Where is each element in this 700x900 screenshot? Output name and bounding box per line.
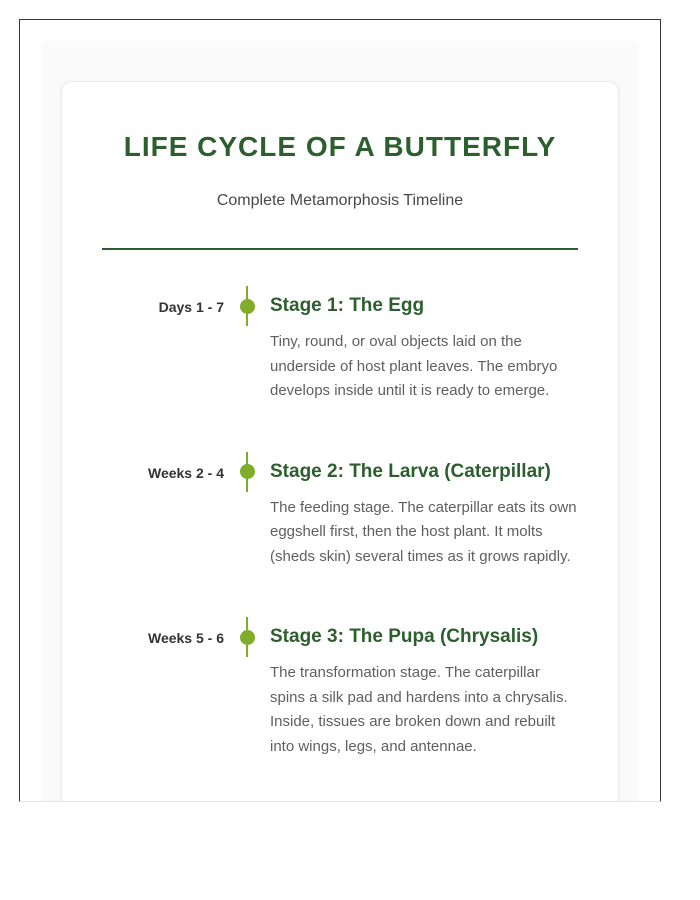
- timeline-marker: [239, 286, 255, 326]
- stage-title: Stage 2: The Larva (Caterpillar): [270, 460, 551, 482]
- timeline-dot-icon: [240, 299, 255, 314]
- header-divider: [102, 248, 578, 250]
- stage-description: Tiny, round, or oval objects laid on the underside of host plant leaves. The embryo develops inside until it is ready to emerge.: [270, 333, 558, 399]
- page-background: [41, 41, 639, 802]
- timeline-dot-icon: [240, 464, 255, 479]
- page-title: LIFE CYCLE OF A BUTTERFLY: [123, 131, 557, 162]
- timeline-marker: [239, 617, 255, 657]
- timeline-marker-cell: [224, 294, 270, 404]
- stage-description: The feeding stage. The caterpillar eats its own eggshell first, then the host plant. It molts (sheds skin) several times as it grows rapidly.: [270, 498, 577, 565]
- timeline-marker: [239, 452, 255, 492]
- time-label: Weeks 2 - 4: [147, 464, 224, 481]
- timeline: [102, 294, 578, 759]
- page-subtitle: Complete Metamorphosis Timeline: [216, 192, 464, 209]
- timeline-item: [102, 294, 578, 404]
- stage-title: Stage 3: The Pupa (Chrysalis): [270, 626, 539, 647]
- content-card: [61, 81, 619, 802]
- page-frame: [19, 19, 661, 802]
- timeline-item-content: [270, 625, 578, 759]
- timeline-marker-cell: [224, 625, 270, 759]
- timeline-dot-icon: [240, 630, 255, 645]
- stage-description: The transformation stage. The caterpillar spins a silk pad and hardens into a chrysalis. Inside, tissues are broken down and rebuilt into wings, legs, and antennae.: [270, 664, 568, 755]
- time-label: Weeks 5 - 6: [147, 630, 224, 646]
- stage-title: Stage 1: The Egg: [270, 295, 425, 316]
- timeline-item: [102, 460, 578, 570]
- timeline-item-content: [270, 294, 578, 404]
- timeline-item-content: [270, 460, 578, 570]
- timeline-marker-cell: [224, 460, 270, 570]
- time-label: Days 1 - 7: [158, 299, 224, 315]
- timeline-item: [102, 625, 578, 759]
